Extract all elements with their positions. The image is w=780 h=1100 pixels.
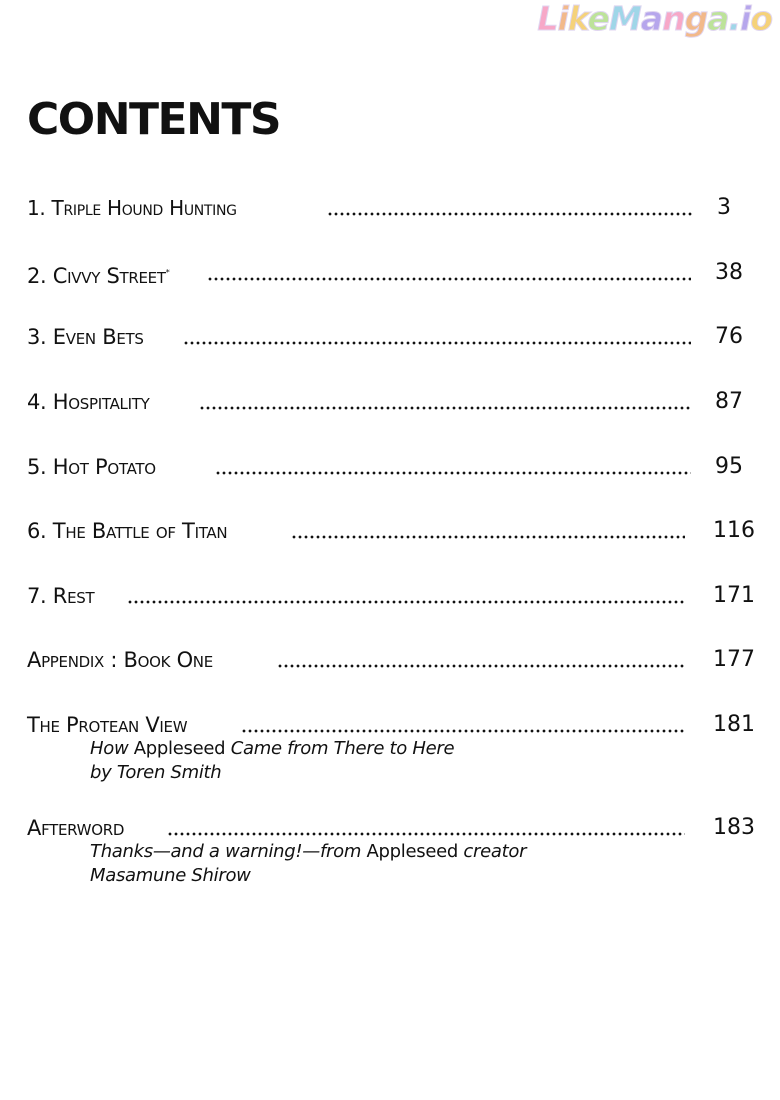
site-watermark	[537, 0, 772, 38]
dot-leader	[327, 212, 693, 216]
toc-entry	[27, 516, 755, 546]
watermark-letter: k	[567, 0, 588, 38]
toc-entry	[27, 452, 755, 482]
toc-entry-label: 3. Even Bets	[27, 325, 144, 349]
toc-entry-label-text: 2. Civvy Street	[27, 264, 166, 288]
toc-entry	[27, 813, 755, 843]
dot-leader	[277, 664, 685, 668]
toc-entry	[27, 193, 755, 223]
toc-entry-label: 4. Hospitality	[27, 390, 150, 414]
toc-entry-page: 116	[713, 518, 755, 543]
book-title: Appleseed	[133, 738, 226, 759]
toc-entry-page: 171	[713, 583, 755, 608]
watermark-letter: M	[608, 0, 641, 38]
dot-leader	[207, 277, 691, 281]
dot-leader	[199, 406, 691, 410]
dot-leader	[215, 471, 691, 475]
watermark-letter: L	[537, 0, 558, 38]
watermark-letter: a	[707, 0, 729, 38]
toc-entry-byline: by Toren Smith	[90, 762, 222, 783]
footnote-mark: *	[165, 268, 170, 277]
toc-entry-label: 5. Hot Potato	[27, 455, 156, 479]
watermark-letter: i	[740, 0, 751, 38]
book-title: Appleseed	[366, 841, 458, 862]
dot-leader	[167, 832, 685, 836]
subtitle-part: Thanks—and a warning!—from	[90, 841, 367, 862]
toc-entry	[27, 322, 755, 352]
toc-entry-page: 95	[715, 454, 743, 479]
toc-entry	[27, 387, 755, 417]
page-title: CONTENTS	[27, 94, 281, 145]
toc-entry-label: 6. The Battle of Titan	[27, 519, 228, 543]
toc-entry-label: The Protean View	[27, 713, 188, 737]
toc-entry	[27, 581, 755, 611]
toc-entry	[27, 258, 755, 288]
watermark-letter: .	[728, 0, 741, 38]
toc-entry-page: 38	[715, 260, 743, 285]
toc-entry-page: 87	[715, 389, 743, 414]
watermark-letter: o	[750, 0, 772, 38]
toc-entry-subtitle	[90, 737, 454, 761]
dot-leader	[291, 535, 685, 539]
subtitle-part: Came from There to Here	[225, 738, 455, 759]
toc-entry-page: 76	[715, 324, 743, 349]
toc-entry-subtitle	[90, 840, 526, 864]
toc-entry-label: 1. Triple Hound Hunting	[27, 196, 237, 220]
toc-entry-page: 177	[713, 647, 755, 672]
watermark-letter: e	[587, 0, 609, 38]
dot-leader	[241, 729, 685, 733]
toc-entry	[27, 645, 755, 675]
dot-leader	[183, 341, 691, 345]
watermark-letter: n	[662, 0, 685, 38]
toc-entry	[27, 710, 755, 740]
watermark-letter: i	[557, 0, 568, 38]
toc-entry-byline: Masamune Shirow	[90, 865, 251, 886]
toc-entry-page: 183	[713, 815, 755, 840]
toc-entry-page: 181	[713, 712, 755, 737]
subtitle-part: How	[90, 738, 134, 759]
toc-entry-page: 3	[717, 195, 731, 220]
dot-leader	[127, 600, 685, 604]
toc-entry-label	[27, 258, 169, 291]
toc-entry-label: Appendix : Book One	[27, 648, 213, 672]
watermark-letter: g	[684, 0, 708, 38]
watermark-letter: a	[640, 0, 663, 38]
toc-entry-label: 7. Rest	[27, 584, 95, 608]
toc-entry-label: Afterword	[27, 816, 125, 840]
subtitle-part: creator	[458, 841, 527, 862]
